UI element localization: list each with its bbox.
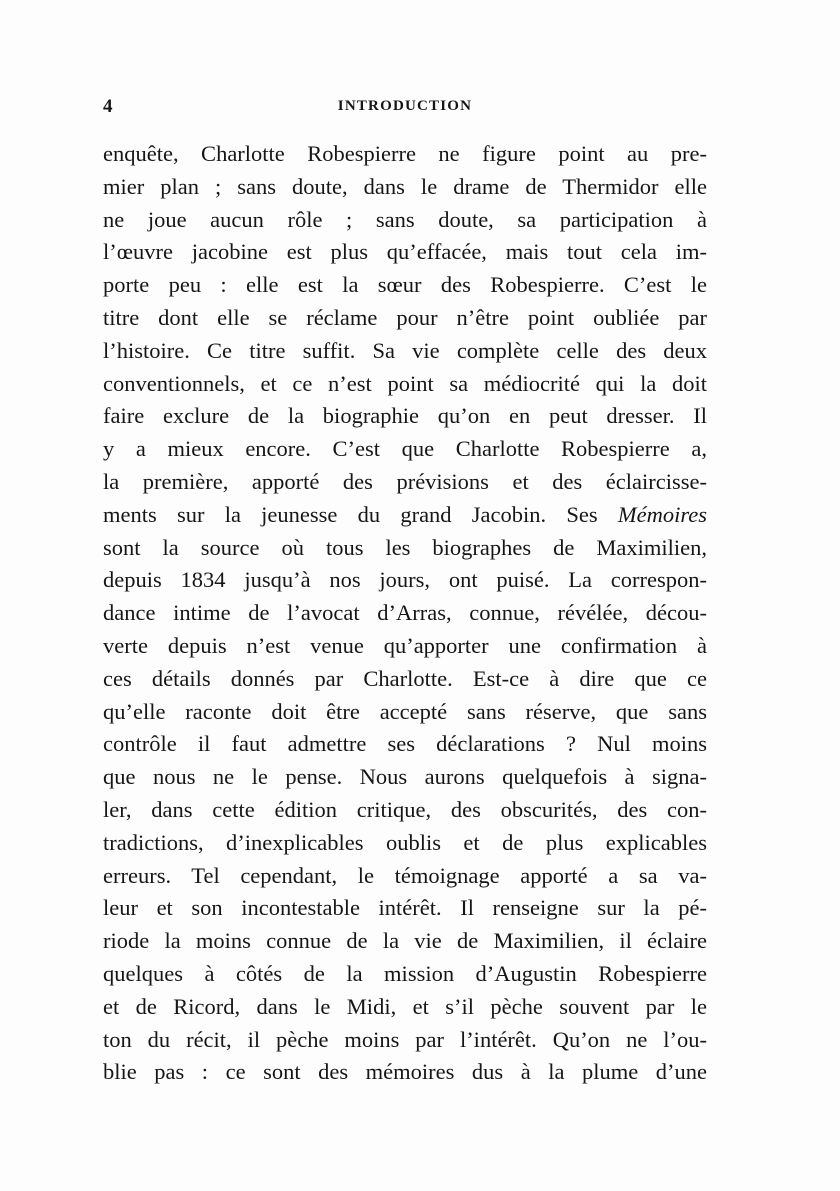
text-line: l’histoire. Ce titre suffit. Sa vie complète celle des deux — [103, 337, 707, 363]
text-line: leur et son incontestable intérêt. Il renseigne sur la pé- — [103, 895, 707, 921]
text-line: ne joue aucun rôle ; sans doute, sa participation à — [103, 206, 707, 232]
page-number: 4 — [103, 96, 113, 117]
text-line: titre dont elle se réclame pour n’être point oubliée par — [103, 304, 707, 330]
text-line: ler, dans cette édition critique, des obscurités, des con- — [103, 796, 707, 822]
running-head — [103, 96, 707, 120]
line-text-before: ments sur la jeunesse du grand Jacobin. Ses — [103, 501, 618, 527]
text-line: la première, apporté des prévisions et des éclaircisse- — [103, 468, 707, 494]
text-line: dance intime de l’avocat d’Arras, connue, révélée, décou- — [103, 600, 707, 626]
text-line: mier plan ; sans doute, dans le drame de Thermidor elle — [103, 173, 707, 199]
text-line: et de Ricord, dans le Midi, et s’il pèche souvent par le — [103, 993, 707, 1019]
text-line: depuis 1834 jusqu’à nos jours, ont puisé. La correspon- — [103, 567, 707, 593]
text-line: tradictions, d’inexplicables oublis et de plus explicables — [103, 829, 707, 855]
text-line: verte depuis n’est venue qu’apporter une confirmation à — [103, 632, 707, 658]
text-line: l’œuvre jacobine est plus qu’effacée, mais tout cela im- — [103, 239, 707, 265]
text-line: enquête, Charlotte Robespierre ne figure point au pre- — [103, 141, 707, 166]
text-line: erreurs. Tel cependant, le témoignage apporté a sa va- — [103, 862, 707, 888]
text-line: porte peu : elle est la sœur des Robespierre. C’est le — [103, 272, 707, 298]
text-line: sont la source où tous les biographes de Maximilien, — [103, 534, 707, 560]
text-line: y a mieux encore. C’est que Charlotte Robespierre a, — [103, 436, 707, 462]
text-line: contrôle il faut admettre ses déclarations ? Nul moins — [103, 731, 707, 757]
body-text — [103, 138, 707, 1089]
text-line: qu’elle raconte doit être accepté sans réserve, que sans — [103, 698, 707, 724]
section-title: INTRODUCTION — [337, 98, 473, 114]
text-line: quelques à côtés de la mission d’Augustin Robespierre — [103, 960, 707, 986]
text-line: que nous ne le pense. Nous aurons quelquefois à signa- — [103, 764, 707, 790]
text-line: ces détails donnés par Charlotte. Est-ce à dire que ce — [103, 665, 707, 691]
text-line: blie pas : ce sont des mémoires dus à la plume d’une — [103, 1059, 707, 1085]
text-line: faire exclure de la biographie qu’on en peut dresser. Il — [103, 403, 707, 429]
text-line: ton du récit, il pèche moins par l’intérêt. Qu’on ne l’ou- — [103, 1026, 707, 1052]
text-line: conventionnels, et ce n’est point sa médiocrité qui la doit — [103, 370, 707, 396]
text-line-with-italic — [103, 499, 707, 532]
text-line: riode la moins connue de la vie de Maximilien, il éclaire — [103, 928, 707, 954]
memoires-title: Mémoires — [617, 501, 707, 527]
